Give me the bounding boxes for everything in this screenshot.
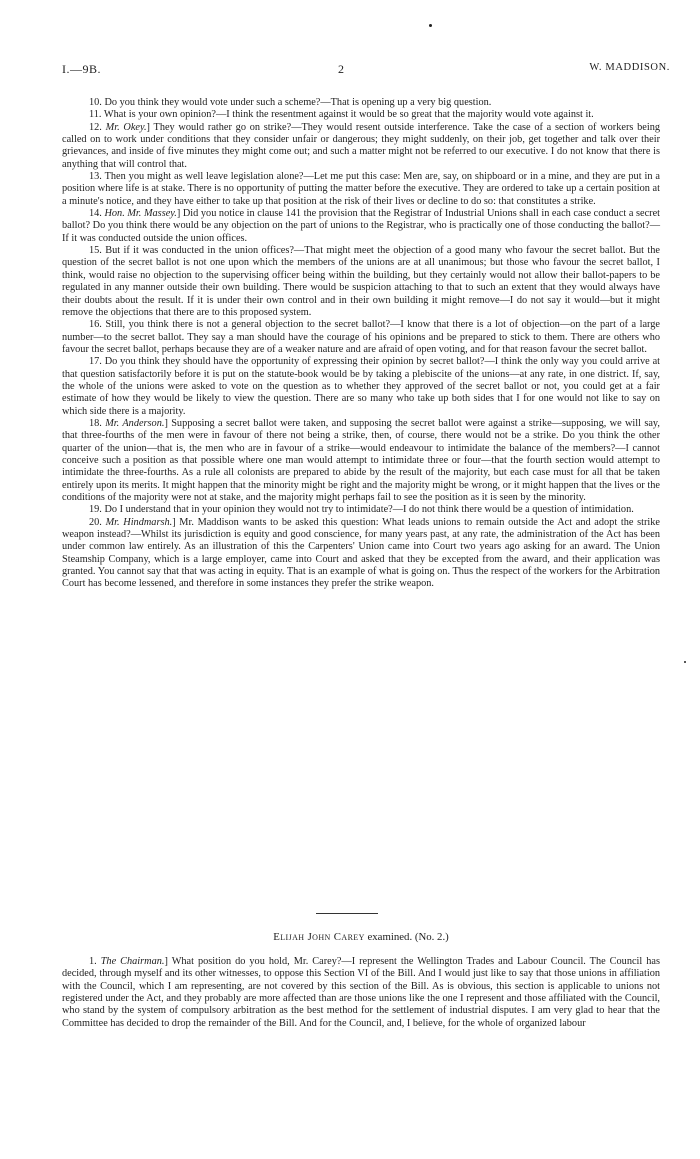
question-14: 14. Hon. Mr. Massey.] Did you notice in clause 141 the provision that the Registrar of Industrial Unions shall in each case conduct a secret ballot? Do you think there would be any objection on the part of unions to the Registrar, who is practically one of those conducting the ballot?—If it was conducted outside the union offices. [62,208,661,244]
speaker-name: Mr. Anderson. [105,417,165,429]
speaker-name: The Chairman. [100,956,165,967]
speaker-name: Mr. Okey. [105,121,147,133]
question-1: 1. The Chairman.] What position do you hold, Mr. Carey?—I represent the Wellington Trades and Labour Council. The Council has decided, through myself and its other witnesses, to oppose this Section VI of the Bill. And I would just like to say that those unions in affiliation with the Council, which I am representing, are not covered by this section of the Bill. As is obvious, this section is applicable to unions not registered under the Act, and they probably are more affected than are those unions like the one I represent and those affiliated with the Council, who stand by the system of compulsory arbitration as the best method for the settlement of industrial disputes. I am very glad to hear that the Committee has decided to drop the remainder of the Bill. And for the Council, and, I believe, for the whole of organized labour [62,956,660,1029]
witness-heading [62,931,660,943]
page-number: 2 [338,62,345,76]
testimony-body [62,97,660,591]
testimony-body-continued [62,956,660,1030]
question-12: 12. Mr. Okey.] They would rather go on strike?—They would resent outside interference. Take the case of a section of workers being called on to work under conditions that they consider unfair or dangerous; they might suddenly, on their job, get together and talk over their grievances, and inside of five minutes they might come out; and such a matter might not be referred to our executive. I do not know that there is anything that will control that. [62,121,661,170]
witness-heading-rest: examined. (No. 2.) [367,931,449,943]
question-16: 16. Still, you think there is not a general objection to the secret ballot?—I know that there is a lot of objection—on the part of a large number—to the secret ballot. They say a man should have the courage of his opinions and be prepared to stick to them. There are others who favour the secret ballot, perhaps because they are of a weaker nature and are afraid of open voting, and for that reason favour the secret ballot. [62,319,660,355]
print-speck [684,661,686,663]
question-15: 15. But if it was conducted in the union offices?—That might meet the objection of a good many who favour the secret ballot. But the question of the secret ballot is not one upon which the members of the unions are at all unanimous; but those who favour the secret ballot, I think, would raise no objection to the supervising officer being within the building, but they certainly would not allow their ballot-papers to be regulated in any manner outside their own building. There would be suspicion attaching to that to such an extent that they would always have their doubts about the result. If it is under their own control and in their own building it might remove—I do not say it would—but it might remove the objections that there are to this proposed system. [62,245,660,318]
question-10: 10. Do you think they would vote under such a scheme?—That is opening up a very big question. [89,97,492,108]
question-20: 20. Mr. Hindmarsh.] Mr. Maddison wants to be asked this question: What leads unions to remain outside the Act and adopt the strike weapon instead?—Whilst its jurisdiction is equity and good conscience, for many years past, at any rate, the administration of the Act has been under common law entirely. As an illustration of this the Carpenters' Union came into Court two years ago asking for an award. The Union Steamship Company, which is a large employer, came into Court and asked that they be excepted from the award, and their application was granted. You cannot say that that was acting in equity. That is an example of what is going on. Thus the respect of the workers for the Arbitration Court has become lessened, and therefore in some instances they prefer the strike weapon. [62,516,660,590]
print-speck [429,24,432,27]
speaker-name: Hon. Mr. Massey. [104,208,177,220]
question-13: 13. Then you might as well leave legislation alone?—Let me put this case: Men are, say, on shipboard or in a mine, and they are put in a position where life is at stake. There is no opportunity of putting the matter before the executive. They are ordered to take up a certain position at a minute's notice, and they have either to take up that position at the risk of their lives or decline to do so: that constitutes a strike. [62,171,660,207]
question-18: 18. Mr. Anderson.] Supposing a secret ballot were taken, and supposing the secret ballot were against a strike—supposing, we will say, that three-fourths of the men were in favour of there not being a strike, then, of course, there would not be a strike. Do you think the other quarter of the union—that is, the men who are in favour of a strike—would endeavour to intimidate the balance of the members?—I cannot conceive such a position as that possible where one man would attempt to intimidate three or four—that the fourth section would attempt to intimidate the three-fourths. As a rule all colonists are prepared to abide by the result of the majority, but each case must for all that be taken entirely upon its merits. It might happen that the minority might be right and the majority might be wrong, or it might happen that the lives or the conditions of the majority were not at stake, and the majority might perhaps fail to see the position as it is seen by the minority. [62,417,660,503]
question-17: 17. Do you think they should have the opportunity of expressing their opinion by secret ballot?—I think the only way you could arrive at that question satisfactorily before it is put on the statute-book would be by taking a plebiscite of the unions—at any rate, in one district. If, say, the whole of the unions were asked to vote on the question as to whether they approved of the secret ballot or not, you could get at a fair estimate of how they would be likely to view the question. There are so many who take up both sides that I for one would not like to say on which side there is a majority. [62,356,660,417]
speaker-name: Mr. Hindmarsh. [105,516,173,528]
question-11: 11. What is your own opinion?—I think the resentment against it would be so great that the majority would vote against it. [89,109,594,121]
witness-running-head: W. MADDISON. [589,62,670,73]
question-19: 19. Do I understand that in your opinion they would not try to intimidate?—I do not think there would be a question of intimidation. [89,504,634,516]
section-divider [316,913,378,914]
page-reference: I.—9B. [62,62,101,76]
witness-name: Elijah John Carey [273,931,365,943]
